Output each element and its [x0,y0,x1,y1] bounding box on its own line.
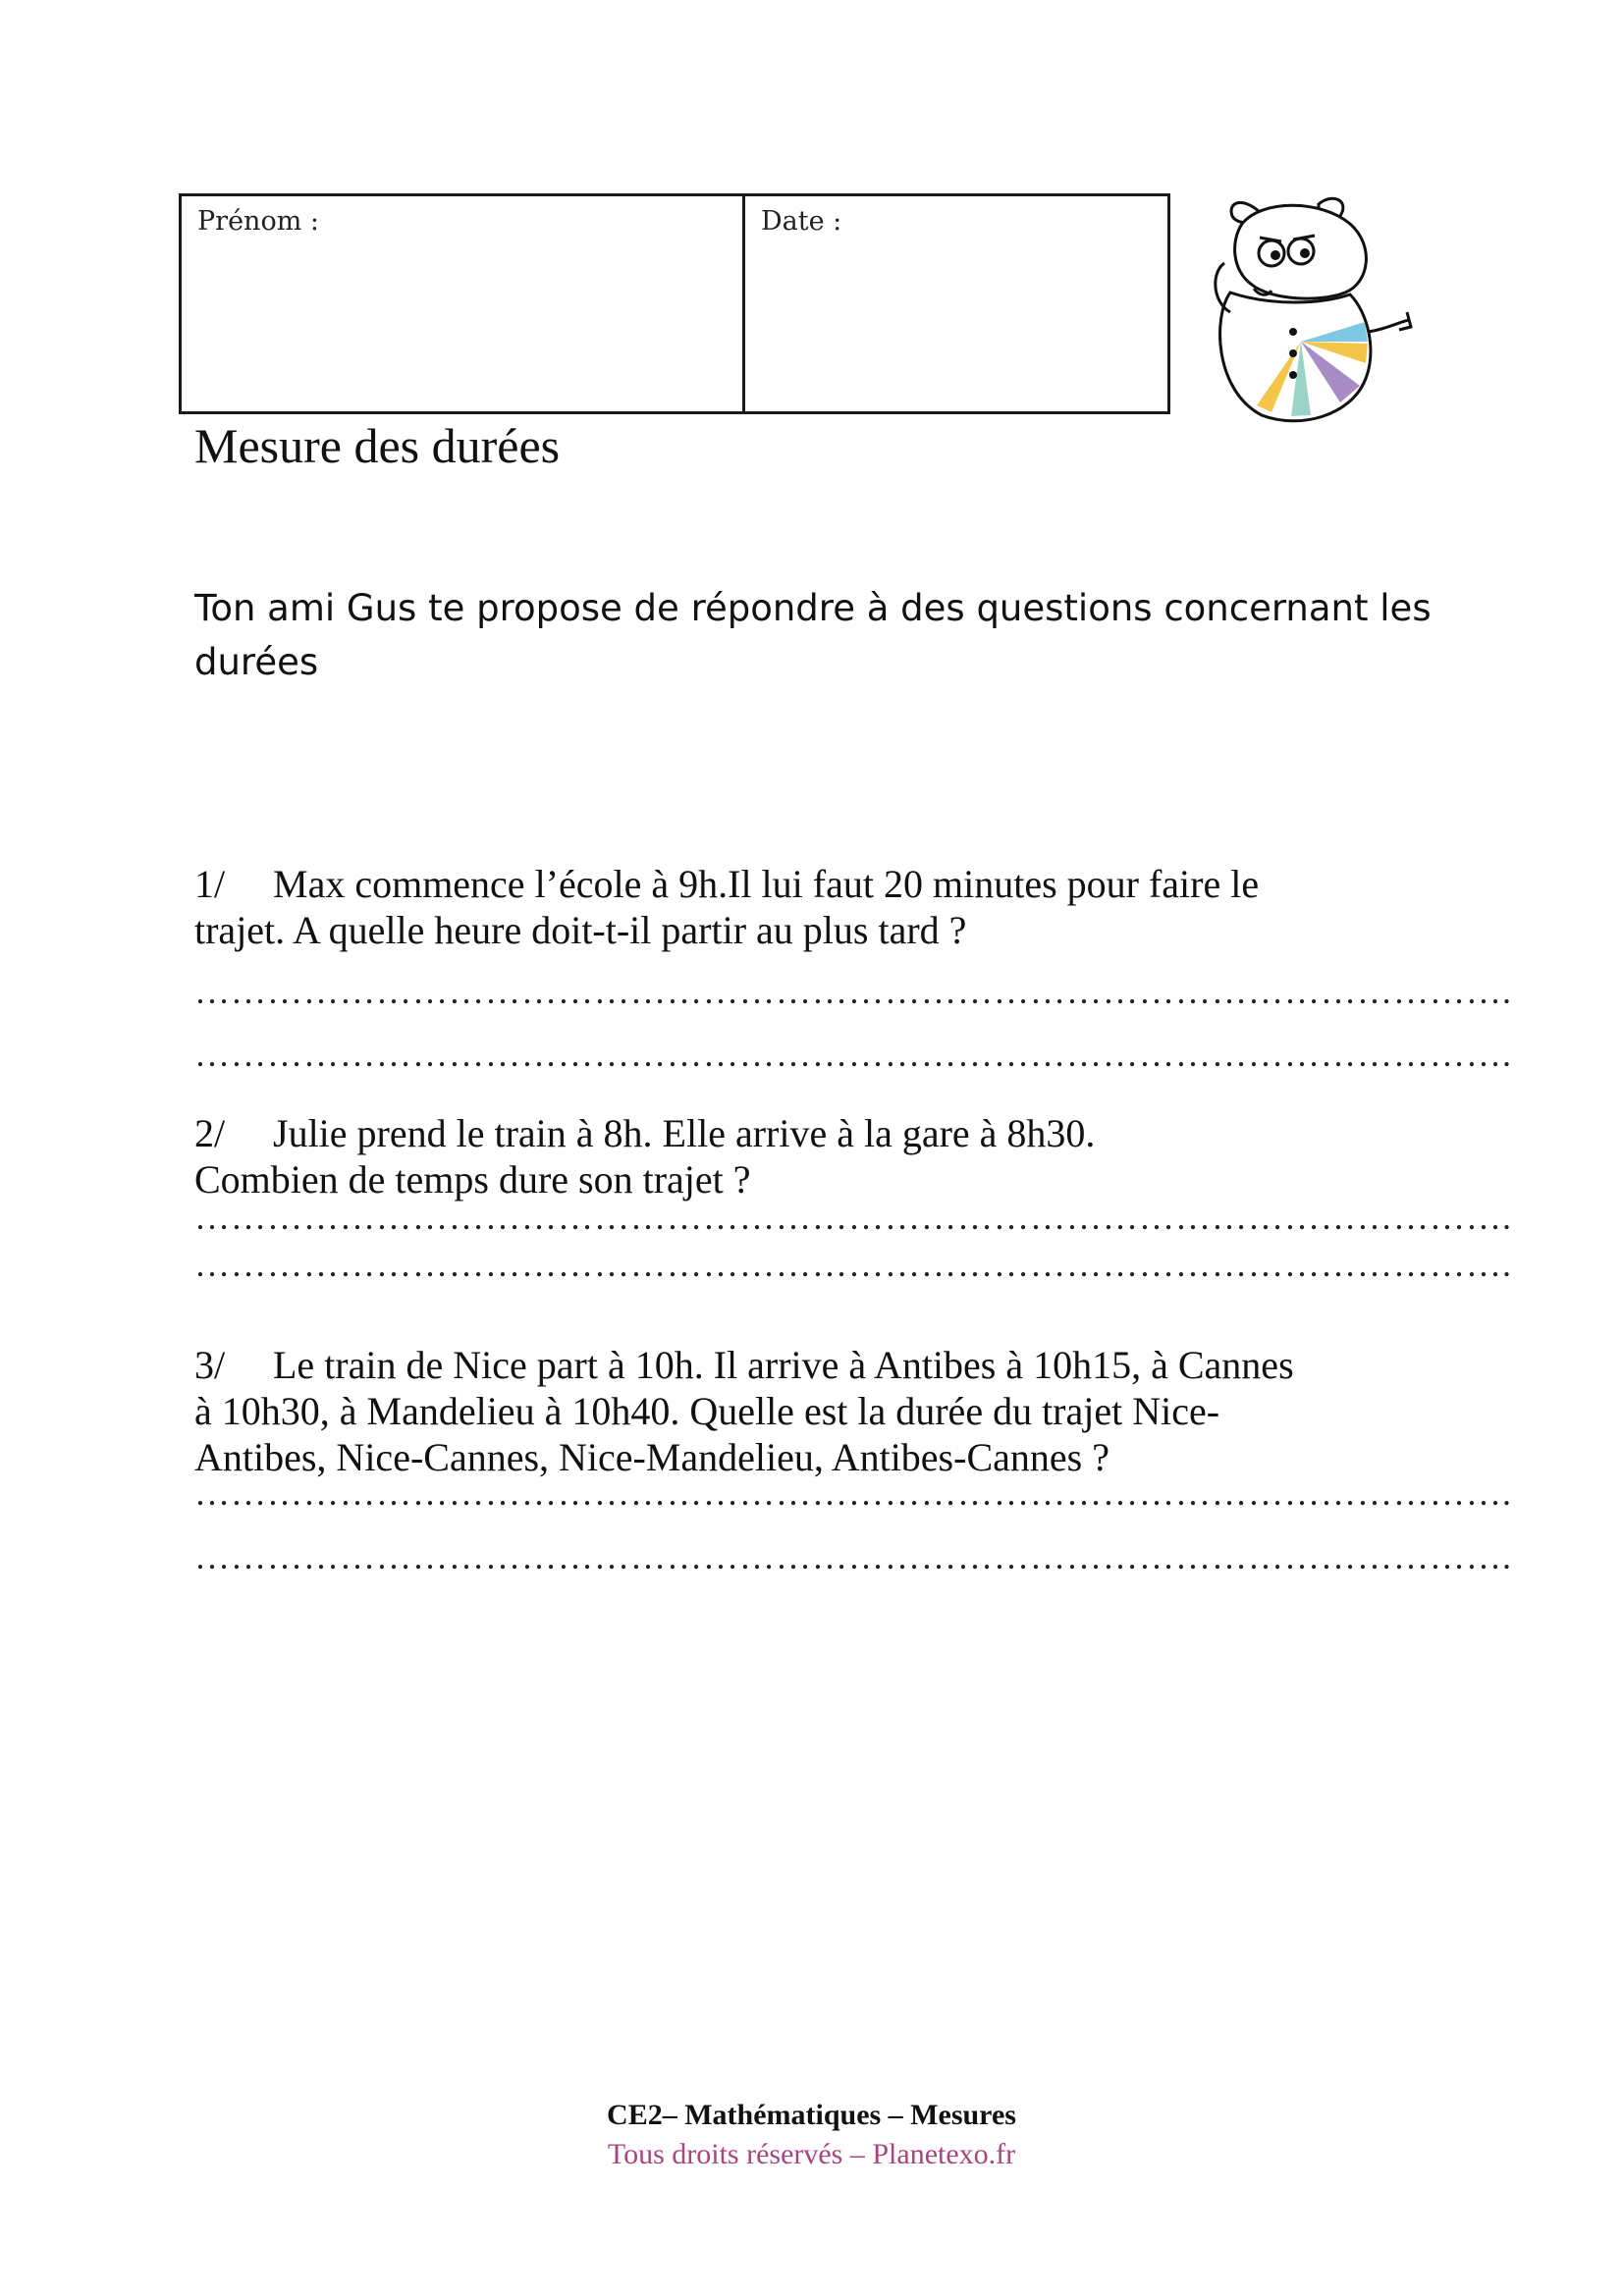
answer-line-2b[interactable]: ………………………………………………………………………………………………. [194,1245,1512,1284]
question-3-number: 3/ [194,1343,226,1387]
question-3-line-2: à 10h30, à Mandelieu à 10h40. Quelle est la durée du trajet Nice- [194,1389,1220,1433]
name-label: Prénom : [197,206,319,237]
page-title: Mesure des durées [194,418,561,473]
intro-text [194,581,1471,689]
answer-line-1b[interactable]: ………………………………………………………………………………………………. [194,1035,1512,1074]
footer-subject: CE2– Mathématiques – Mesures [607,2099,1016,2131]
answer-line-2a[interactable]: ………………………………………………………………………………………………. [194,1198,1512,1237]
question-2-line-2: Combien de temps dure son trajet ? [194,1157,751,1201]
question-3-line-1 [194,1342,1294,1388]
answer-line-3a[interactable]: ………………………………………………………………………………………………. [194,1473,1512,1513]
question-1-line-1 [194,861,1259,907]
name-cell[interactable] [182,196,745,411]
question-2-number: 2/ [194,1111,226,1155]
question-2-text-1: Julie prend le train à 8h. Elle arrive à la gare à 8h30. [273,1111,1096,1155]
date-cell[interactable] [745,196,1167,411]
date-label: Date : [761,206,842,237]
question-3-text-1: Le train de Nice part à 10h. Il arrive à Antibes à 10h15, à Cannes [273,1343,1294,1387]
question-1-line-2: trajet. A quelle heure doit-t-il partir au plus tard ? [194,908,967,952]
question-2-line-1 [194,1110,1095,1156]
answer-line-3b[interactable]: ………………………………………………………………………………………………. [194,1537,1512,1576]
answer-line-1a[interactable]: ………………………………………………………………………………………………. [194,972,1512,1011]
sheep-mascot-icon [1203,194,1414,425]
intro-line-2: durées [194,641,319,683]
question-1-text-1: Max commence l’école à 9h.Il lui faut 20 minutes pour faire le [273,862,1260,906]
question-3-line-3: Antibes, Nice-Cannes, Nice-Mandelieu, Antibes-Cannes ? [194,1435,1109,1479]
question-1-number: 1/ [194,862,226,906]
footer-copyright-link[interactable]: Tous droits réservés – Planetexo.fr [607,2138,1016,2170]
intro-line-1: Ton ami Gus te propose de répondre à des questions concernant les [194,587,1432,629]
student-info-table [179,193,1170,414]
